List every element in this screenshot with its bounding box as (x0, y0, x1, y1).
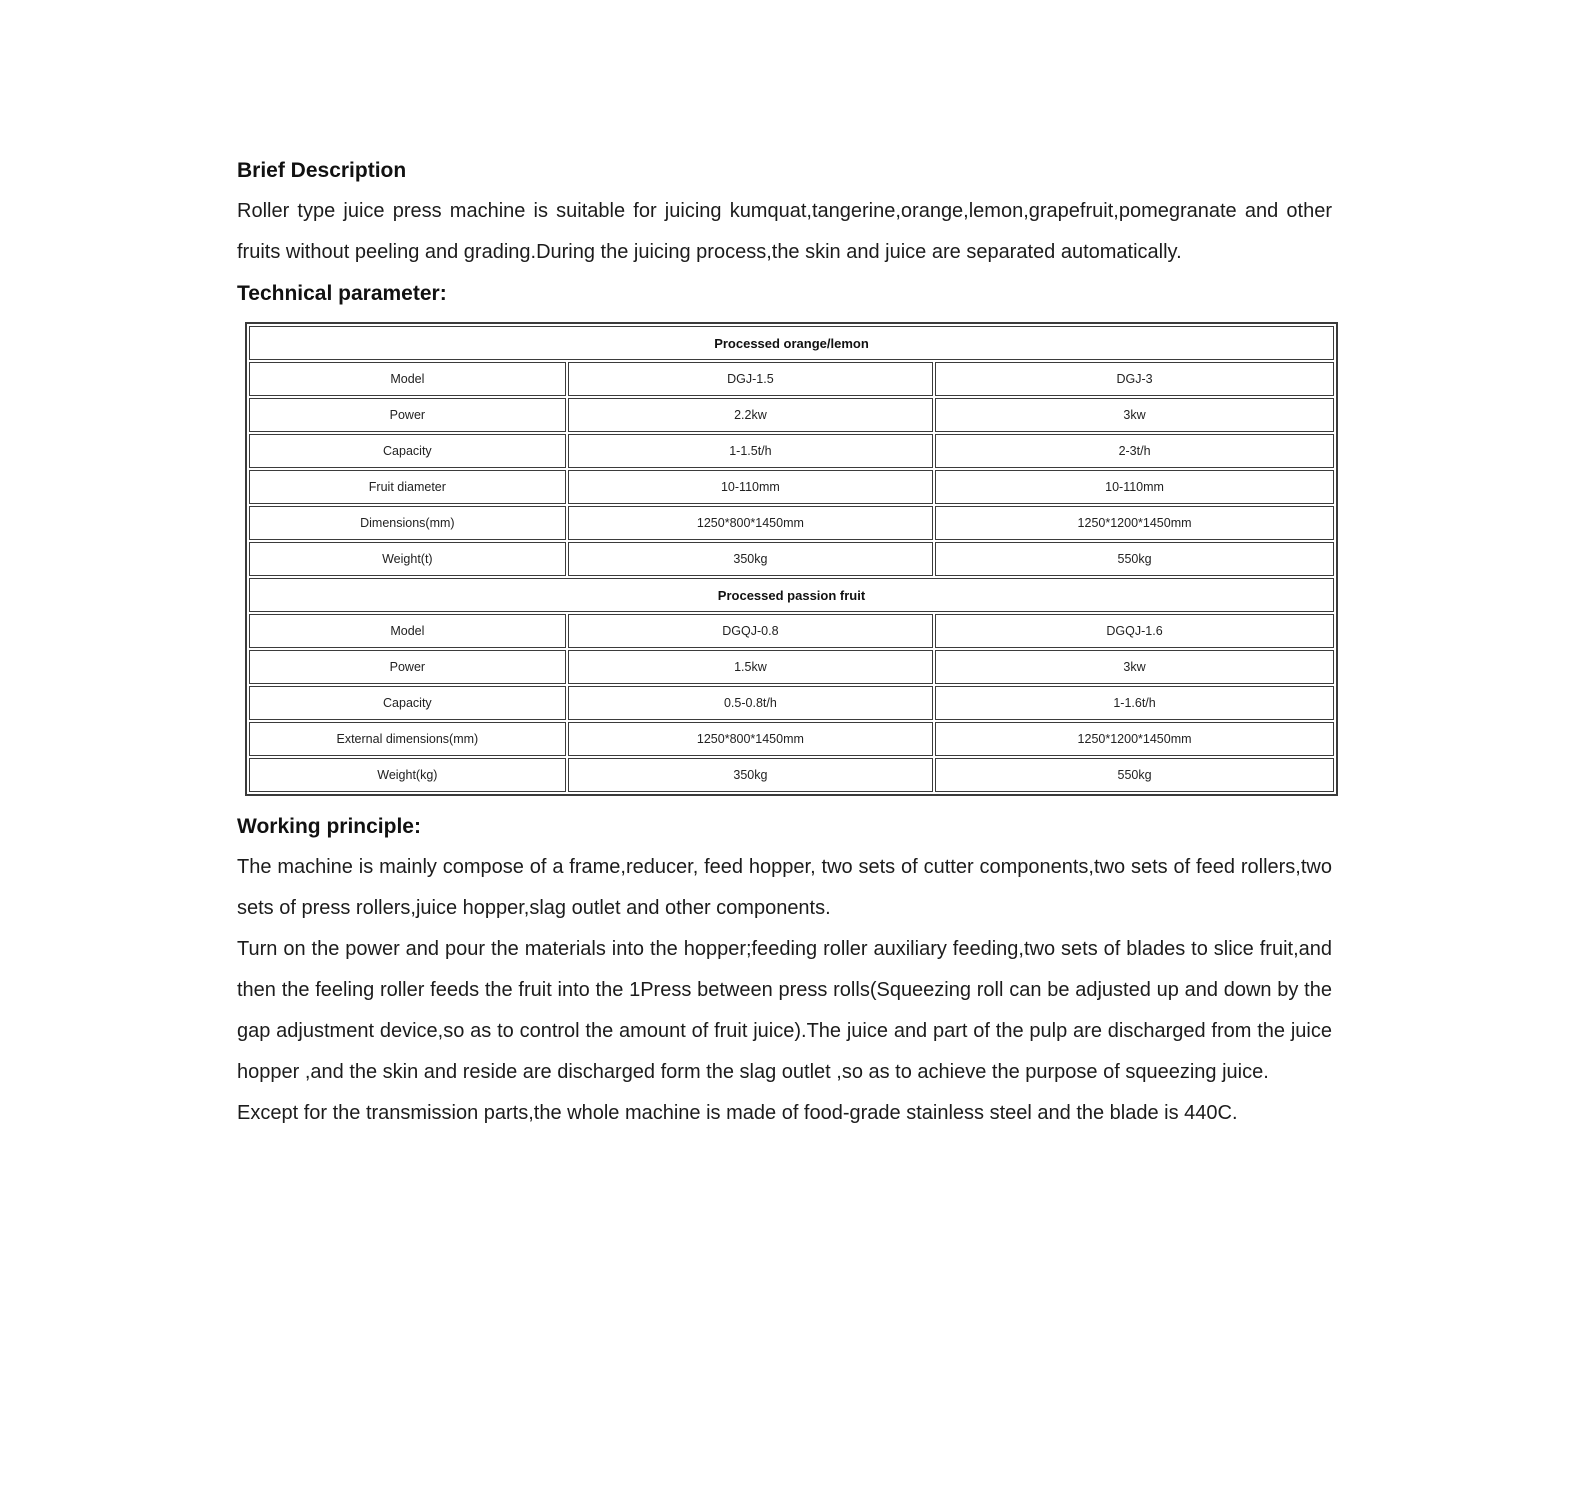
param-value-cell: DGQJ-0.8 (568, 614, 933, 648)
param-label-cell: Capacity (249, 434, 566, 468)
technical-parameter-table (245, 322, 1338, 796)
param-value-cell: 550kg (935, 758, 1334, 792)
param-value-cell: 350kg (568, 758, 933, 792)
param-label-cell: Power (249, 398, 566, 432)
table-section-title: Processed passion fruit (249, 578, 1334, 612)
param-label-cell: Model (249, 362, 566, 396)
technical-parameter-heading: Technical parameter: (237, 282, 447, 305)
working-principle-paragraph-3: Except for the transmission parts,the whole machine is made of food-grade stainless steel and the blade is 440C. (237, 1102, 1238, 1124)
param-label-cell: External dimensions(mm) (249, 722, 566, 756)
param-label-cell: Weight(t) (249, 542, 566, 576)
table-row (249, 506, 1334, 540)
param-value-cell: 10-110mm (935, 470, 1334, 504)
param-value-cell: 1-1.5t/h (568, 434, 933, 468)
table-row (249, 758, 1334, 792)
table-section-header-row (249, 326, 1334, 360)
table-row (249, 722, 1334, 756)
param-value-cell: 2.2kw (568, 398, 933, 432)
param-value-cell: 1250*800*1450mm (568, 722, 933, 756)
param-label-cell: Capacity (249, 686, 566, 720)
param-value-cell: 550kg (935, 542, 1334, 576)
table-row (249, 614, 1334, 648)
param-label-cell: Fruit diameter (249, 470, 566, 504)
param-label-cell: Power (249, 650, 566, 684)
param-value-cell: 1-1.6t/h (935, 686, 1334, 720)
param-label-cell: Model (249, 614, 566, 648)
table-row (249, 542, 1334, 576)
param-label-cell: Weight(kg) (249, 758, 566, 792)
param-value-cell: 2-3t/h (935, 434, 1334, 468)
table-row (249, 434, 1334, 468)
table-row (249, 362, 1334, 396)
brief-description-heading: Brief Description (237, 159, 407, 182)
table-row (249, 470, 1334, 504)
param-value-cell: 3kw (935, 398, 1334, 432)
working-principle-heading: Working principle: (237, 815, 421, 838)
working-principle-paragraph-1: The machine is mainly compose of a frame,reducer, feed hopper, two sets of cutter components,two sets of feed rollers,two sets of press rollers,juice hopper,slag outlet and other components. (237, 856, 1332, 919)
param-value-cell: 1250*1200*1450mm (935, 506, 1334, 540)
working-principle-paragraph-2: Turn on the power and pour the materials into the hopper;feeding roller auxiliary feeding,two sets of blades to slice fruit,and then the feeling roller feeds the fruit into the 1Press between press rolls(Squeezing roll can be adjusted up and down by the gap adjustment device,so as to control the amount of fruit juice).The juice and part of the pulp are discharged from the juice hopper ,and the skin and reside are discharged form the slag outlet ,so as to achieve the purpose of squeezing juice. (237, 938, 1332, 1083)
table-section-header-row (249, 578, 1334, 612)
param-value-cell: 1250*800*1450mm (568, 506, 933, 540)
table-row (249, 398, 1334, 432)
table-row (249, 686, 1334, 720)
param-value-cell: 0.5-0.8t/h (568, 686, 933, 720)
param-value-cell: 1250*1200*1450mm (935, 722, 1334, 756)
table-row (249, 650, 1334, 684)
table-section-title: Processed orange/lemon (249, 326, 1334, 360)
param-value-cell: 350kg (568, 542, 933, 576)
param-value-cell: 3kw (935, 650, 1334, 684)
param-label-cell: Dimensions(mm) (249, 506, 566, 540)
param-value-cell: DGQJ-1.6 (935, 614, 1334, 648)
param-value-cell: DGJ-1.5 (568, 362, 933, 396)
param-value-cell: DGJ-3 (935, 362, 1334, 396)
brief-description-text: Roller type juice press machine is suitable for juicing kumquat,tangerine,orange,lemon,grapefruit,pomegranate and other fruits without peeling and grading.During the juicing process,the skin and juice are separated automatically. (237, 200, 1332, 263)
param-value-cell: 1.5kw (568, 650, 933, 684)
param-value-cell: 10-110mm (568, 470, 933, 504)
